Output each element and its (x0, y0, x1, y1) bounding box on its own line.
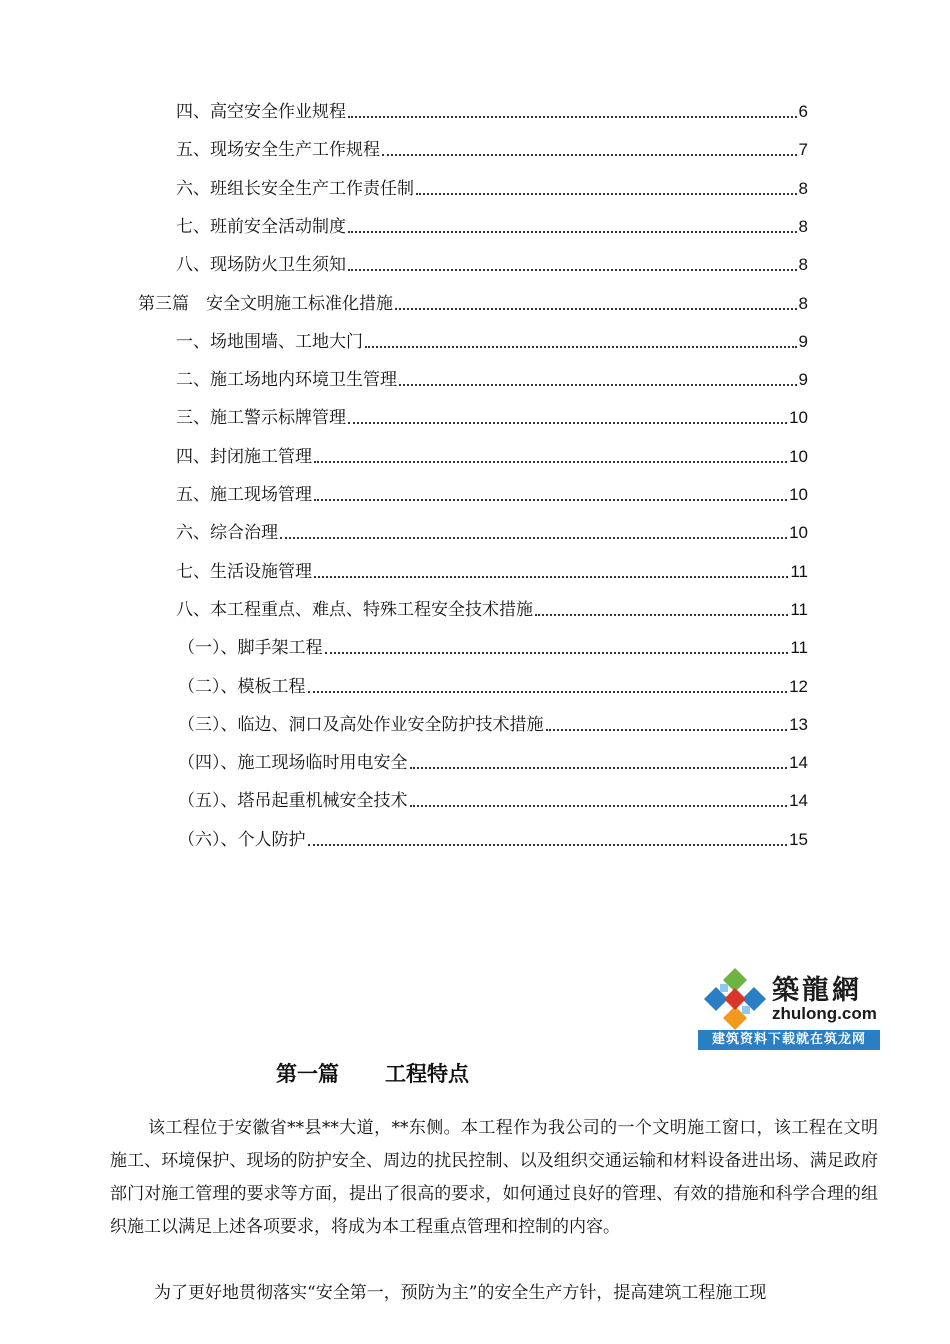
toc-entry-label: 第三篇 安全文明施工标准化措施 (138, 294, 393, 314)
toc-dot-leader (382, 153, 797, 156)
toc-dot-leader (365, 345, 797, 348)
toc-entry-label: 四、封闭施工管理 (176, 447, 312, 467)
toc-entry[interactable] (178, 826, 808, 854)
toc-entry[interactable] (176, 328, 808, 356)
toc-entry-label: 八、本工程重点、难点、特殊工程安全技术措施 (176, 600, 533, 620)
toc-entry[interactable] (178, 711, 808, 739)
toc-entry[interactable] (176, 213, 808, 241)
toc-dot-leader (410, 804, 788, 807)
toc-dot-leader (395, 307, 797, 310)
toc-entry-page: 8 (798, 179, 808, 198)
toc-entry-page: 15 (789, 830, 808, 849)
toc-entry-page: 11 (790, 638, 808, 657)
toc-dot-leader (416, 192, 797, 195)
section-title: 工程特点 (385, 1062, 469, 1086)
toc-entry-page: 8 (798, 294, 808, 313)
toc-entry-page: 10 (789, 485, 808, 504)
toc-dot-leader (325, 651, 789, 654)
logo-name: 築龍網 (772, 975, 862, 1006)
logo-slogan: 建筑资料下载就在筑龙网 (698, 1030, 880, 1050)
toc-entry[interactable] (138, 290, 808, 318)
toc-entry-label: （一）、脚手架工程 (178, 638, 323, 658)
toc-entry-label: 八、现场防火卫生须知 (176, 255, 346, 275)
toc-entry[interactable] (178, 749, 808, 777)
toc-entry-label: 五、施工现场管理 (176, 485, 312, 505)
toc-dot-leader (348, 421, 787, 424)
toc-entry-page: 14 (789, 791, 808, 810)
toc-entry-page: 13 (789, 715, 808, 734)
toc-entry-label: 四、高空安全作业规程 (176, 102, 346, 122)
toc-entry[interactable] (178, 787, 808, 815)
toc-entry-page: 14 (789, 753, 808, 772)
toc-entry-label: 三、施工警示标牌管理 (176, 408, 346, 428)
body-paragraph-2: 为了更好地贯彻落实“安全第一，预防为主”的安全生产方针，提高建筑工程施工现 (154, 1283, 767, 1303)
toc-dot-leader (280, 536, 787, 539)
section-heading (276, 1058, 469, 1088)
toc-entry[interactable] (176, 443, 808, 471)
toc-dot-leader (348, 115, 797, 118)
toc-entry-label: （五）、塔吊起重机械安全技术 (178, 791, 408, 811)
logo-domain: zhulong.com (772, 1004, 877, 1023)
toc-entry-label: 二、施工场地内环境卫生管理 (176, 370, 397, 390)
toc-entry-label: （六）、个人防护 (178, 830, 306, 850)
toc-entry-label: （二）、模板工程 (178, 677, 306, 697)
zhulong-logo-icon (702, 966, 768, 1032)
toc-entry-label: 七、生活设施管理 (176, 562, 312, 582)
section-part: 第一篇 (276, 1062, 339, 1086)
toc-dot-leader (399, 383, 797, 386)
toc-entry[interactable] (176, 251, 808, 279)
toc-entry-page: 8 (798, 217, 808, 236)
toc-dot-leader (348, 268, 797, 271)
toc-entry[interactable] (176, 175, 808, 203)
toc-entry-page: 11 (790, 562, 808, 581)
toc-entry[interactable] (176, 596, 808, 624)
toc-entry-page: 7 (798, 140, 808, 159)
toc-dot-leader (308, 843, 788, 846)
toc-entry-page: 6 (798, 102, 808, 121)
toc-entry-page: 10 (789, 447, 808, 466)
toc-entry[interactable] (176, 366, 808, 394)
body-paragraph-1: 该工程位于安徽省**县**大道，**东侧。本工程作为我公司的一个文明施工窗口，该工程在文明施工、环境保护、现场的防护安全、周边的扰民控制、以及组织交通运输和材料设备进出场、满足政府部门对施工管理的要求等方面，提出了很高的要求，如何通过良好的管理、有效的措施和科学合理的组织施工以满足上述各项要求，将成为本工程重点管理和控制的内容。 (110, 1118, 878, 1237)
toc-entry-label: 六、综合治理 (176, 523, 278, 543)
toc-entry[interactable] (176, 98, 808, 126)
toc-dot-leader (348, 230, 797, 233)
toc-entry-page: 12 (789, 677, 808, 696)
toc-entry-page: 11 (790, 600, 808, 619)
toc-entry-label: （四）、施工现场临时用电安全 (178, 753, 408, 773)
zhulong-logo (698, 962, 880, 1050)
toc-entry[interactable] (178, 634, 808, 662)
toc-entry-page: 10 (789, 523, 808, 542)
toc-entry[interactable] (176, 519, 808, 547)
toc-entry-page: 10 (789, 408, 808, 427)
toc-entry-label: 一、场地围墙、工地大门 (176, 332, 363, 352)
toc-dot-leader (410, 766, 788, 769)
toc-dot-leader (314, 460, 787, 463)
toc-entry[interactable] (178, 673, 808, 701)
toc-entry-label: 七、班前安全活动制度 (176, 217, 346, 237)
toc-dot-leader (314, 498, 787, 501)
toc-entry-label: 五、现场安全生产工作规程 (176, 140, 380, 160)
toc-dot-leader (546, 728, 788, 731)
toc-entry-page: 9 (798, 332, 808, 351)
toc-entry-page: 9 (798, 370, 808, 389)
toc-dot-leader (314, 575, 788, 578)
toc-dot-leader (535, 613, 788, 616)
toc-entry[interactable] (176, 404, 808, 432)
toc-entry[interactable] (176, 481, 808, 509)
toc-entry[interactable] (176, 136, 808, 164)
toc-entry-label: （三）、临边、洞口及高处作业安全防护技术措施 (178, 715, 544, 735)
toc-entry[interactable] (176, 558, 808, 586)
toc-entry-page: 8 (798, 255, 808, 274)
toc-dot-leader (308, 690, 788, 693)
toc-entry-label: 六、班组长安全生产工作责任制 (176, 179, 414, 199)
